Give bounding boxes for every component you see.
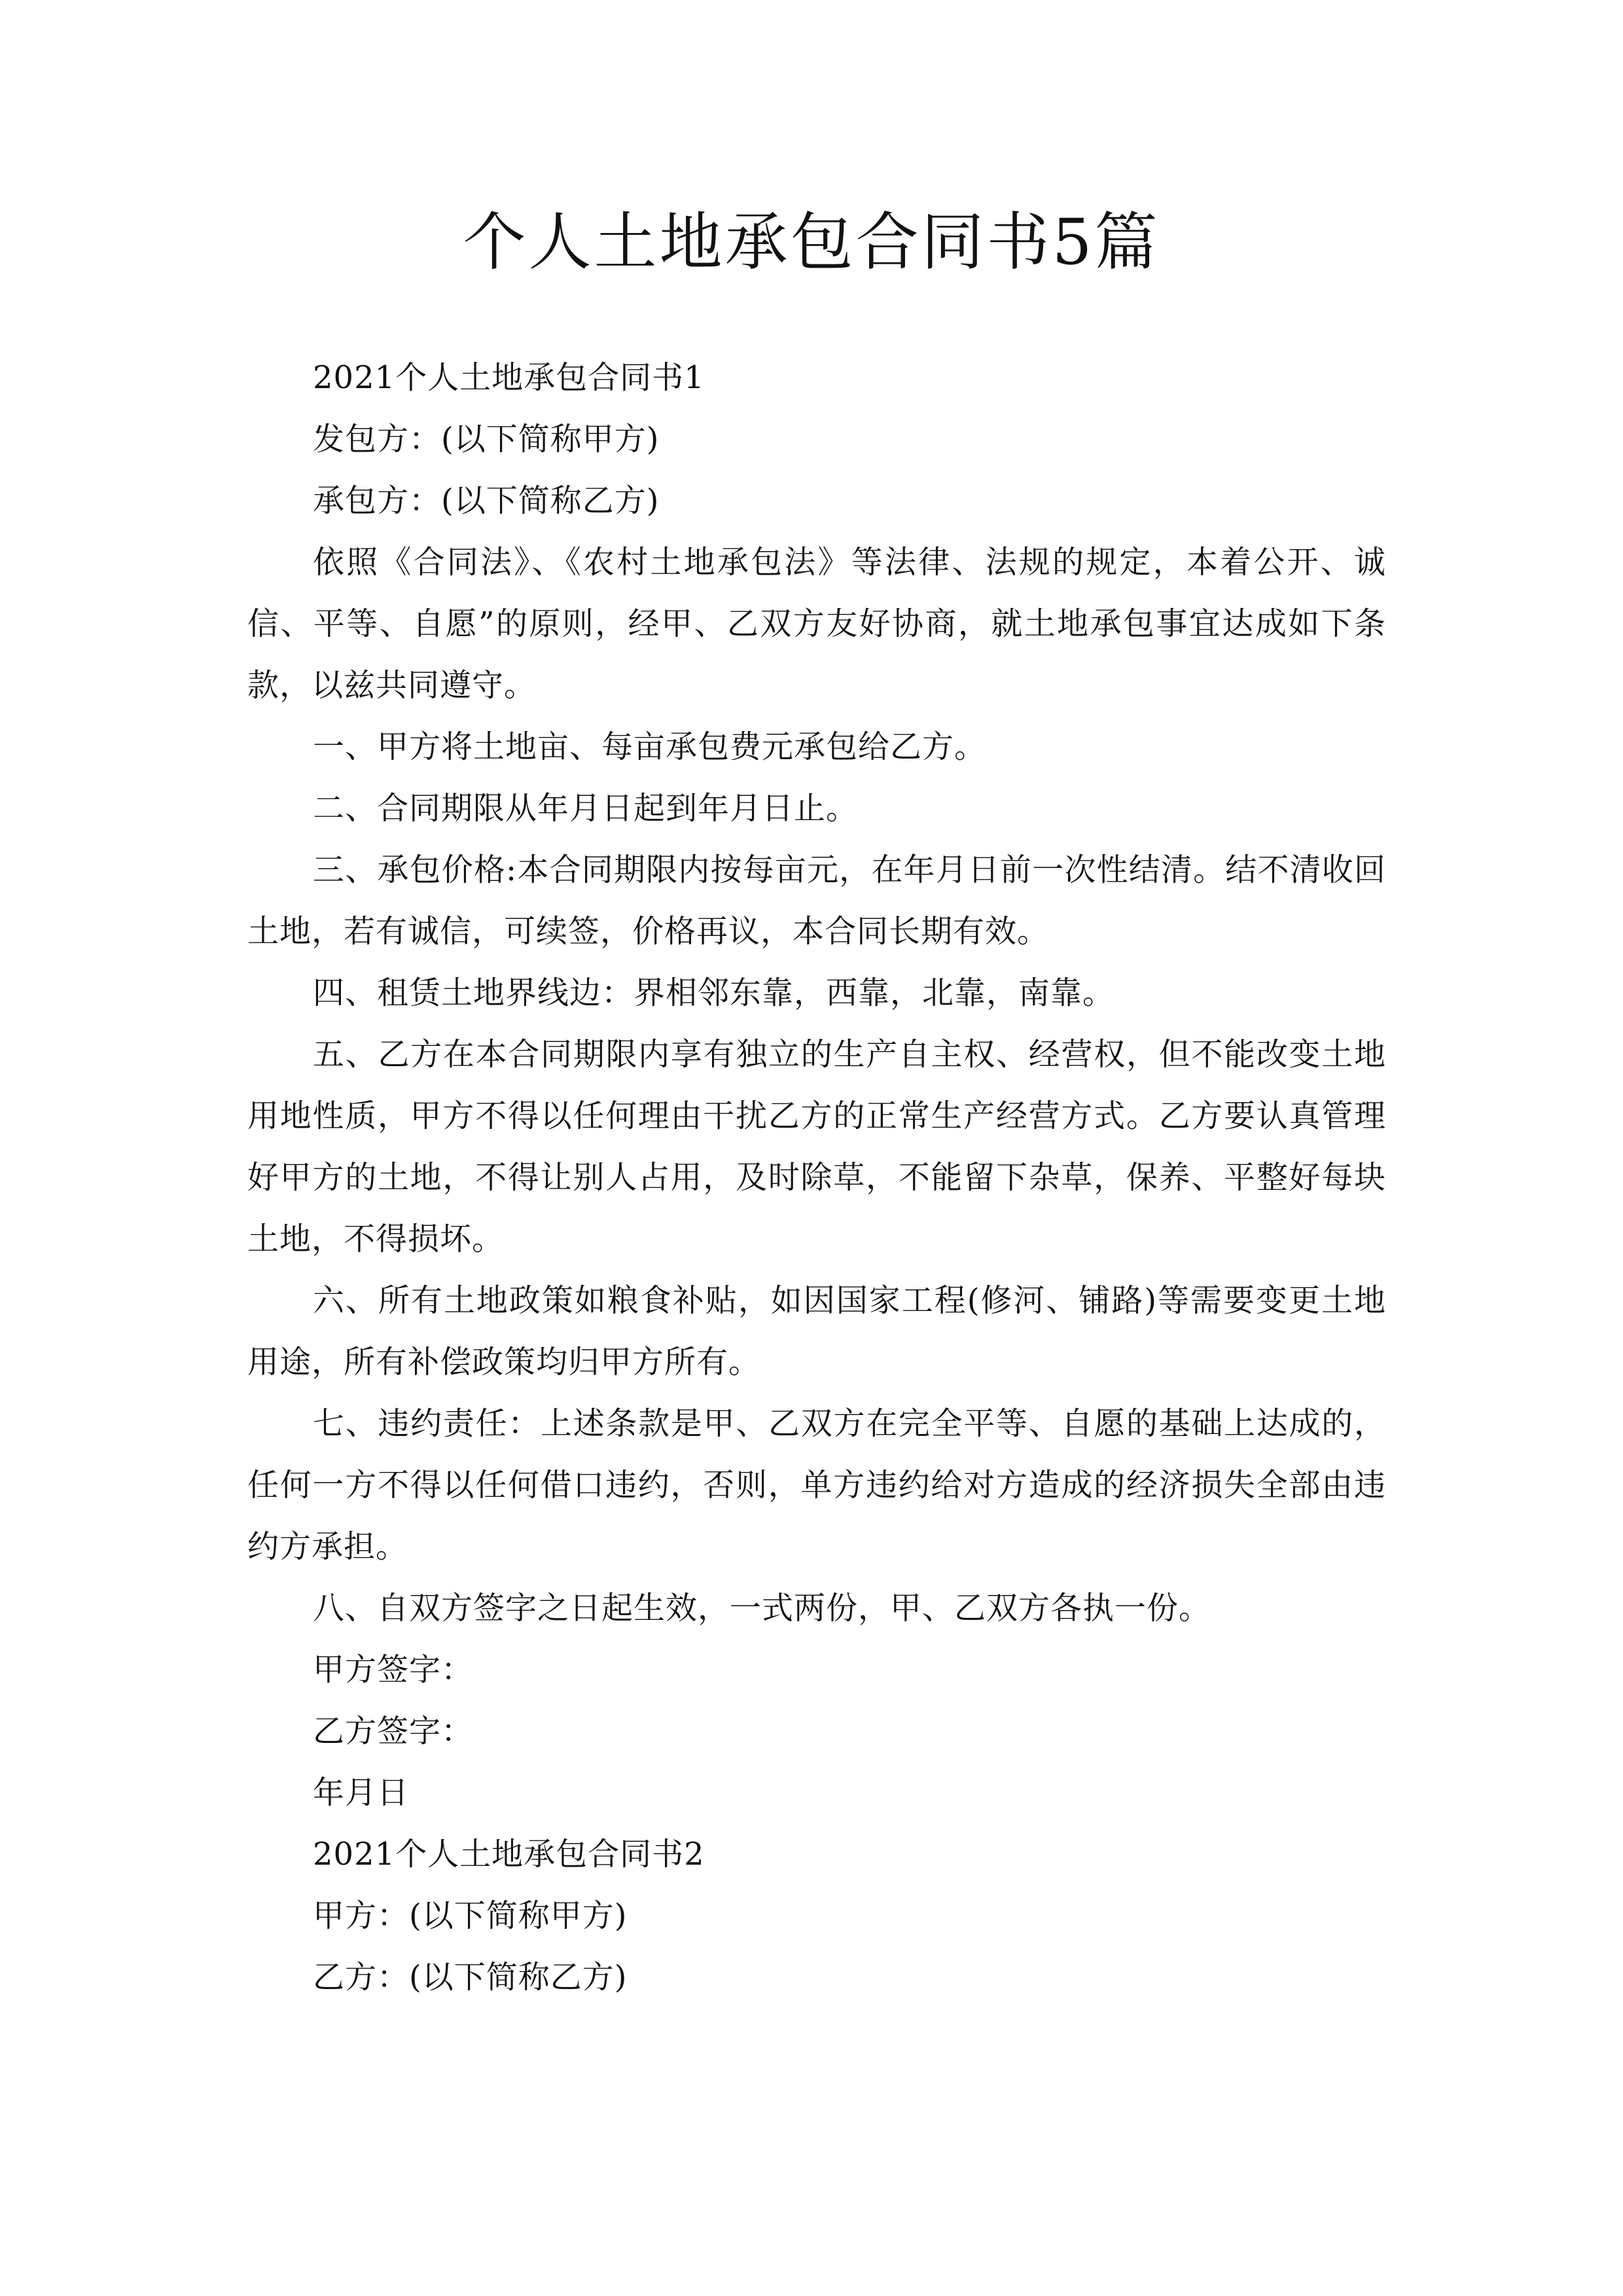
clause-3: 三、承包价格:本合同期限内按每亩元，在年月日前一次性结清。结不清收回土地，若有诚信，可续签，价格再议，本合同长期有效。 [247,852,1386,950]
clause-1: 一、甲方将土地亩、每亩承包费元承包给乙方。 [313,728,987,765]
document-title: 个人土地承包合同书5篇 [463,206,1160,279]
clause-7: 七、违约责任：上述条款是甲、乙双方在完全平等、自愿的基础上达成的，任何一方不得以任何借口违约，否则，单方违约给对方造成的经济损失全部由违约方承担。 [247,1405,1386,1565]
clause-8: 八、自双方签字之日起生效，一式两份，甲、乙双方各执一份。 [313,1590,1211,1626]
party-b-line: 乙方：(以下简称乙方) [313,1959,628,1996]
party-b-signature: 乙方签字： [313,1713,474,1749]
clause-4: 四、租赁土地界线边：界相邻东靠，西靠，北靠，南靠。 [313,975,1115,1011]
document-body [247,347,1386,2008]
clause-6: 六、所有土地政策如粮食补贴，如因国家工程(修河、铺路)等需要变更土地用途，所有补偿政策均归甲方所有。 [247,1282,1386,1380]
signature-date: 年月日 [313,1774,410,1811]
party-a-line: 发包方：(以下简称甲方) [313,421,660,457]
contract-heading: 2021个人土地承包合同书1 [313,359,705,396]
party-a-line: 甲方：(以下简称甲方) [313,1897,628,1934]
party-a-signature: 甲方签字： [313,1651,474,1688]
clause-2: 二、合同期限从年月日起到年月日止。 [313,790,859,827]
preamble-paragraph: 依照《合同法》、《农村土地承包法》等法律、法规的规定，本着公开、诚信、平等、自愿”的原则，经甲、乙双方友好协商，就土地承包事宜达成如下条款，以兹共同遵守。 [247,544,1386,704]
party-b-line: 承包方：(以下简称乙方) [313,482,660,519]
clause-5: 五、乙方在本合同期限内享有独立的生产自主权、经营权，但不能改变土地用地性质，甲方不得以任何理由干扰乙方的正常生产经营方式。乙方要认真管理好甲方的土地，不得让别人占用，及时除草，不能留下杂草，保养、平整好每块土地，不得损坏。 [247,1036,1386,1257]
contract-heading: 2021个人土地承包合同书2 [313,1836,705,1873]
